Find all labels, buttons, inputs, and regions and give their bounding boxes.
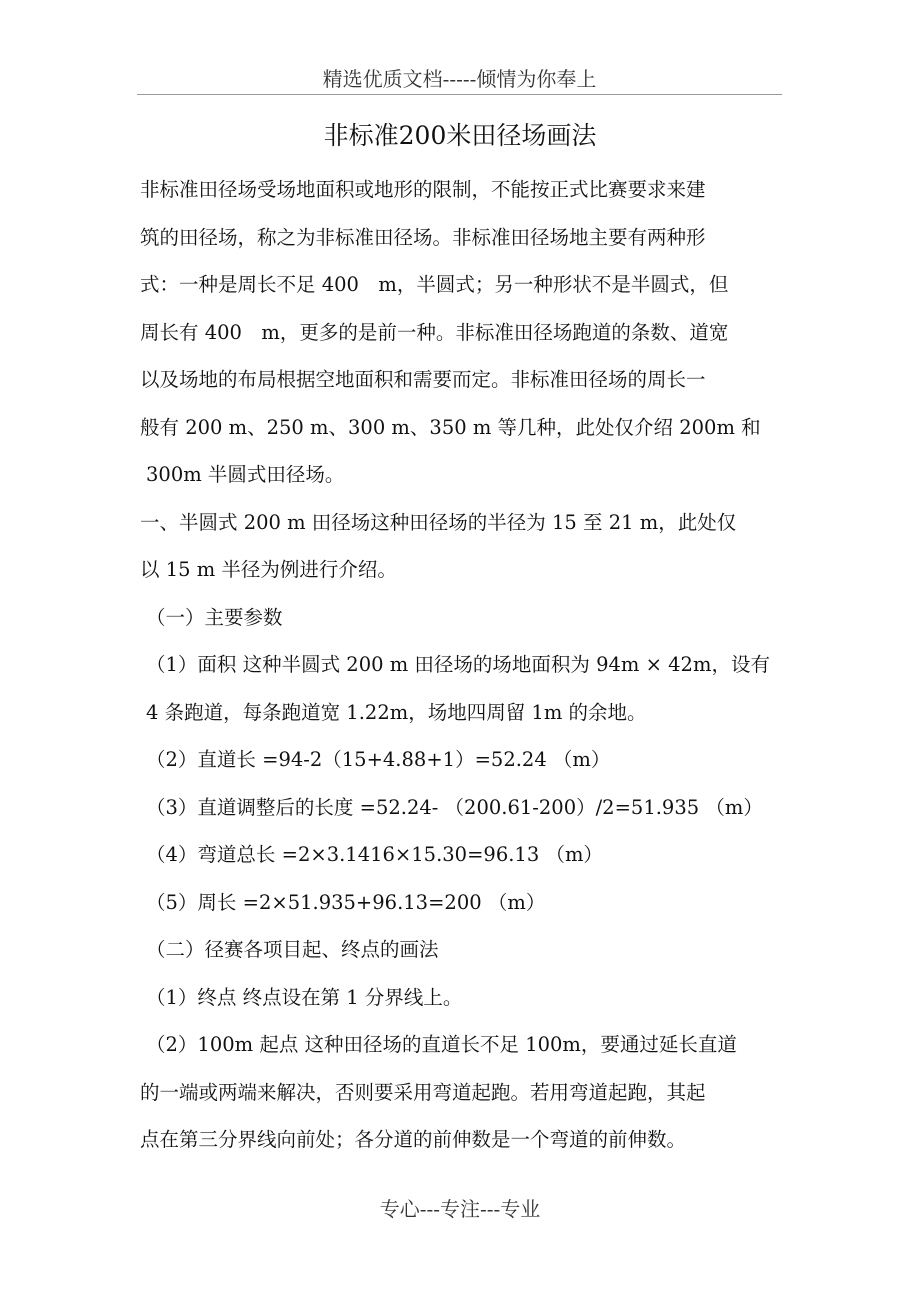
- body-line: 的一端或两端来解决，否则要采用弯道起跑。若用弯道起跑，其起: [140, 1080, 706, 1104]
- body-line: 般有 200 m、250 m、300 m、350 m 等几种，此处仅介绍 200m 和: [140, 415, 761, 439]
- page-footer: [0, 1194, 920, 1224]
- body-line: 筑的田径场，称之为非标准田径场。非标准田径场地主要有两种形: [140, 225, 706, 249]
- body-line: 周长有 400 m，更多的是前一种。非标准田径场跑道的条数、道宽: [140, 320, 729, 344]
- body-line: 300m 半圆式田径场。: [146, 463, 345, 486]
- formula-line: （3）直道调整后的长度 =52.24- （200.61-200）/2=51.935 （m）: [146, 795, 763, 819]
- body-line: 以及场地的布局根据空地面积和需要而定。非标准田径场的周长一: [140, 368, 706, 391]
- body-line: 一、半圆式 200 m 田径场这种田径场的半径为 15 至 21 m，此处仅: [140, 510, 737, 534]
- section-heading: （二）径赛各项目起、终点的画法: [146, 938, 439, 961]
- body-line: 点在第三分界线向前处；各分道的前伸数是一个弯道的前伸数。: [140, 1128, 687, 1151]
- body-line: 以 15 m 半径为例进行介绍。: [140, 558, 397, 581]
- document-title: 非标准200米田径场画法: [323, 121, 597, 150]
- page-footer-text: 专心---专注---专业: [379, 1197, 541, 1221]
- page-header: [137, 64, 782, 95]
- body-line: 4 条跑道，每条跑道宽 1.22m，场地四周留 1m 的余地。: [146, 700, 647, 724]
- document-body: [140, 166, 785, 1164]
- body-line: （1）终点 终点设在第 1 分界线上。: [146, 985, 463, 1009]
- formula-line: （4）弯道总长 =2×3.1416×15.30=96.13 （m）: [146, 843, 603, 866]
- formula-line: （5）周长 =2×51.935+96.13=200 （m）: [146, 890, 546, 914]
- body-line: （1）面积 这种半圆式 200 m 田径场的场地面积为 94m × 42m，设有: [146, 653, 770, 676]
- body-line: 非标准田径场受场地面积或地形的限制，不能按正式比赛要求来建: [140, 178, 706, 201]
- page-header-text: 精选优质文档-----倾情为你奉上: [322, 67, 597, 91]
- body-line: （2）100m 起点 这种田径场的直道长不足 100m，要通过延长直道: [146, 1033, 737, 1056]
- body-line: 式：一种是周长不足 400 m，半圆式；另一种形状不是半圆式，但: [140, 273, 729, 296]
- section-heading: （一）主要参数: [146, 605, 283, 629]
- formula-line: （2）直道长 =94-2（15+4.88+1）=52.24 （m）: [146, 748, 611, 771]
